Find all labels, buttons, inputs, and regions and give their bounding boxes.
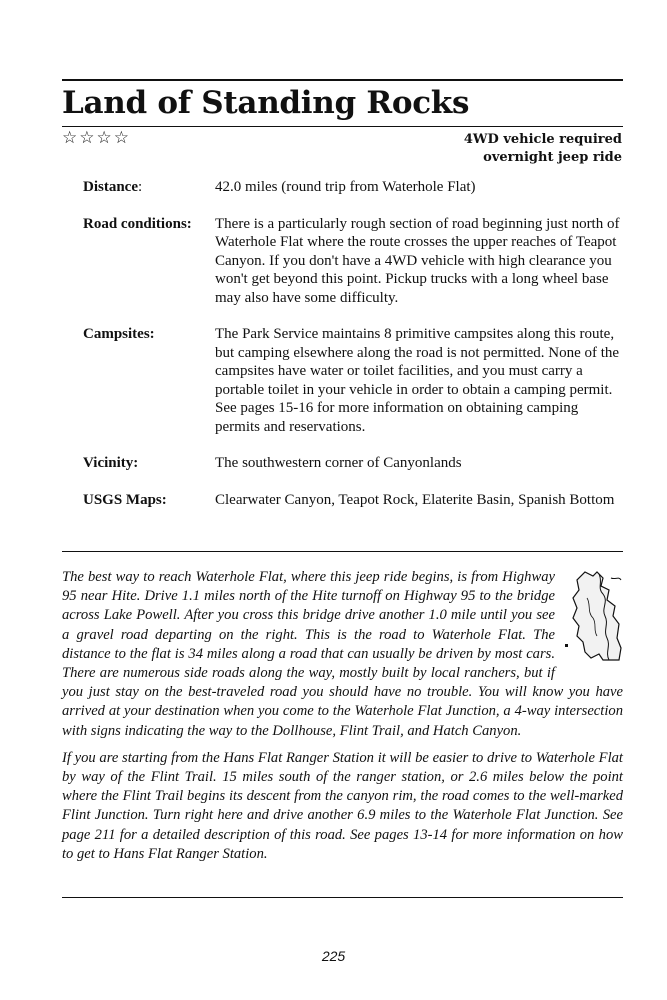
info-row-usgs-maps: [83, 491, 628, 510]
trip-info-table: [83, 178, 628, 527]
page-number: 225: [321, 948, 346, 964]
info-row-distance: [83, 178, 628, 197]
section-rule: [62, 551, 623, 552]
directions-paragraph-1: The best way to reach Waterhole Flat, where this jeep ride begins, is from Highway 95 near Hite. Drive 1.1 miles north of the Hite turnoff on Highway 95 to the bridge across Lake Powell. After you cross this bridge drive another 1.0 mile until you see a gravel road departing on the right. This is the road to Waterhole Flat. The distance to the flat is 34 miles along a road that can usually be driven by most cars. There are numerous side roads along the way, mostly built by local ranchers, but if you just stay on the best-traveled road you should have no trouble. You will know you have arrived at your destination when you come to the Waterhole Flat Junction, a 4-way intersection with signs indicating the way to the Dollhouse, Flint Trail, and Hatch Canyon.: [62, 569, 623, 739]
vehicle-requirement: [464, 131, 622, 167]
road-conditions-label: Road conditions:: [83, 215, 192, 232]
page-title: Land of Standing Rocks: [62, 85, 470, 121]
campsites-label: Campsites:: [83, 326, 155, 342]
vicinity-label: Vicinity:: [83, 455, 139, 471]
title-rule: [62, 126, 623, 127]
locator-map-icon: [563, 568, 623, 668]
info-row-campsites: [83, 325, 628, 436]
requirement-line-1: 4WD vehicle required: [463, 132, 622, 147]
campsites-value: The Park Service maintains 8 primitive campsites along this route, but camping elsewhere along the road is not permitted. None of the campsites have water or toilet facilities, and you must carry a portable toilet in your vehicle in order to obtain a camping permit. See pages 15-16 for more information on obtaining camping permits and reservations.: [215, 326, 620, 435]
distance-value: 42.0 miles (round trip from Waterhole Flat): [215, 179, 476, 195]
rating-stars-icon: ☆☆☆☆: [62, 128, 131, 148]
requirement-line-2: overnight jeep ride: [483, 150, 622, 165]
directions-text: [62, 568, 623, 872]
usgs-maps-label: USGS Maps:: [83, 491, 167, 508]
top-rule: [62, 79, 623, 81]
road-conditions-value: There is a particularly rough section of road beginning just north of Waterhole Flat where the route crosses the upper reaches of Teapot Canyon. If you don't have a 4WD vehicle with high clearance you won't get beyond this point. Pickup trucks with a long wheel base may also have some difficulty.: [215, 215, 620, 306]
usgs-maps-value: Clearwater Canyon, Teapot Rock, Elaterite Basin, Spanish Bottom: [215, 491, 615, 508]
info-row-road-conditions: [83, 215, 628, 308]
distance-label: Distance:: [83, 179, 143, 195]
vicinity-value: The southwestern corner of Canyonlands: [215, 455, 462, 471]
info-row-vicinity: [83, 454, 628, 473]
directions-paragraph-2: If you are starting from the Hans Flat Ranger Station it will be easier to drive to Waterhole Flat by way of the Flint Trail. 15 miles south of the ranger station, or 2.6 miles below the point where the Flint Trail begins its descent from the canyon rim, the road comes to the well-marked Flint Junction. Turn right here and drive another 6.9 miles to the Waterhole Flat Junction. See page 211 for a detailed description of this road. See pages 13-14 for more information on how to get to Hans Flat Ranger Station.: [62, 749, 623, 862]
bottom-rule: [62, 897, 623, 898]
